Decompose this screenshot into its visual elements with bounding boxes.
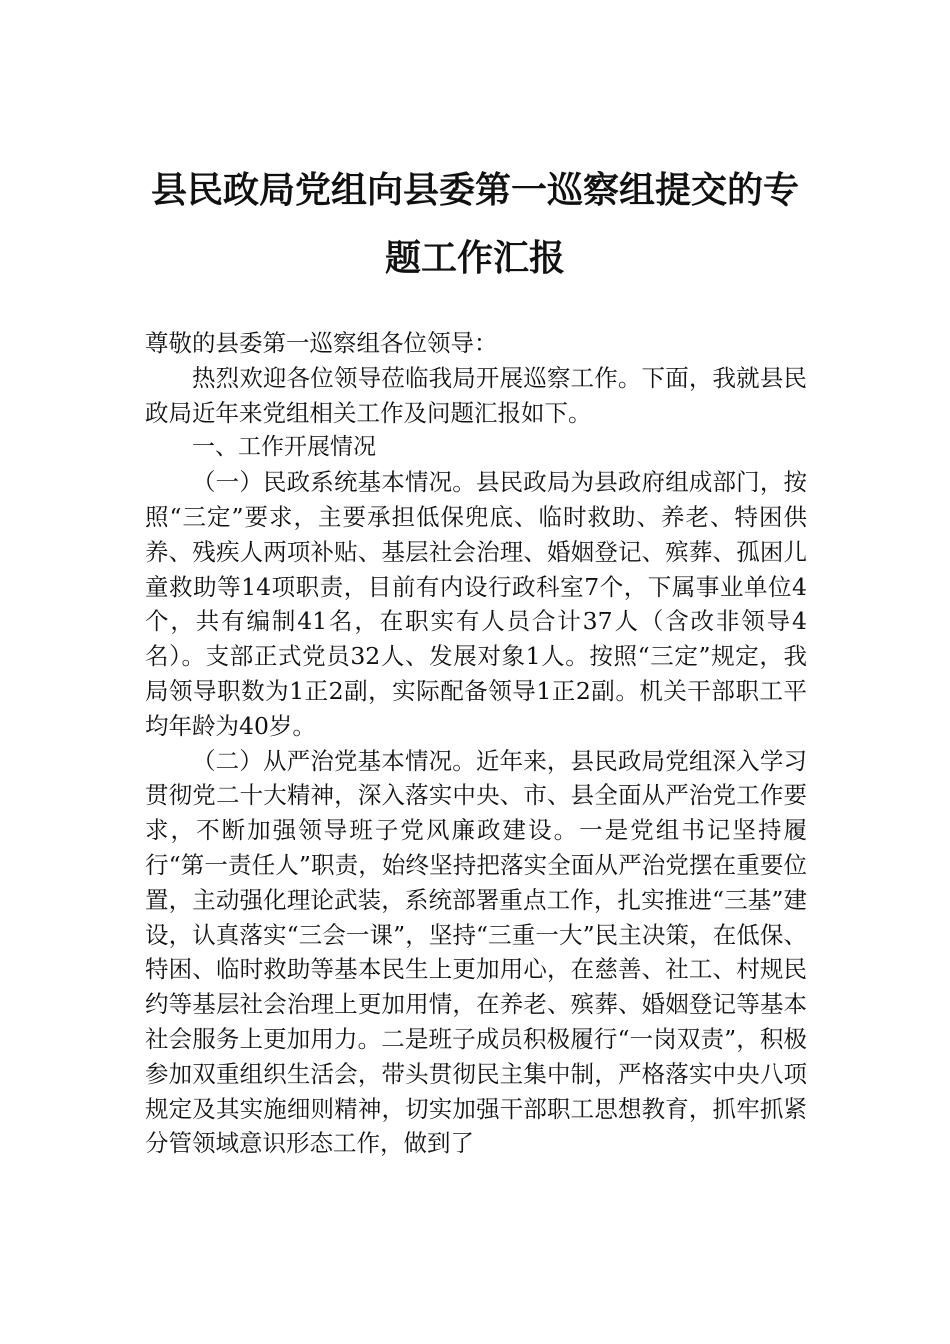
document-title-line-2: 题工作汇报 xyxy=(384,237,565,279)
document-body xyxy=(145,326,807,1161)
salutation: 尊敬的县委第一巡察组各位领导： xyxy=(145,329,498,357)
paragraph-basic-situation: （一）民政系统基本情况。县民政局为县政府组成部门，按照“三定”要求，主要承担低保兜底、临时救助、养老、特困供养、残疾人两项补贴、基层社会治理、婚姻登记、殡葬、孤困儿童救助等14项职责，目前有内设行政科室7个，下属事业单位4个，共有编制41名，在职实有人员合计37人（含改非领导4名）。支部正式党员32人、发展对象1人。按照“三定”规定，我局领导职数为1正2副，实际配备领导1正2副。机关干部职工平均年龄为40岁。 xyxy=(145,468,807,740)
paragraph-party-governance: （二）从严治党基本情况。近年来，县民政局党组深入学习贯彻党二十大精神，深入落实中央、市、县全面从严治党工作要求，不断加强领导班子党风廉政建设。一是党组书记坚持履行“第一责任人”职责，始终坚持把落实全面从严治党摆在重要位置，主动强化理论武装，系统部署重点工作，扎实推进“三基”建设，认真落实“三会一课”，坚持“三重一大”民主决策，在低保、特困、临时救助等基本民生上更加用心，在慈善、社工、村规民约等基层社会治理上更加用情，在养老、殡葬、婚姻登记等基本社会服务上更加用力。二是班子成员积极履行“一岗双责”，积极参加双重组织生活会，带头贯彻民主集中制，严格落实中央八项规定及其实施细则精神，切实加强干部职工思想教育，抓牢抓紧分管领域意识形态工作，做到了 xyxy=(145,746,807,1158)
intro-paragraph: 热烈欢迎各位领导莅临我局开展巡察工作。下面，我就县民政局近年来党组相关工作及问题汇报如下。 xyxy=(145,363,807,427)
document-title-line-1: 县民政局党组向县委第一巡察组提交的专 xyxy=(150,169,799,211)
section-heading-1: 一、工作开展情况 xyxy=(192,434,376,461)
